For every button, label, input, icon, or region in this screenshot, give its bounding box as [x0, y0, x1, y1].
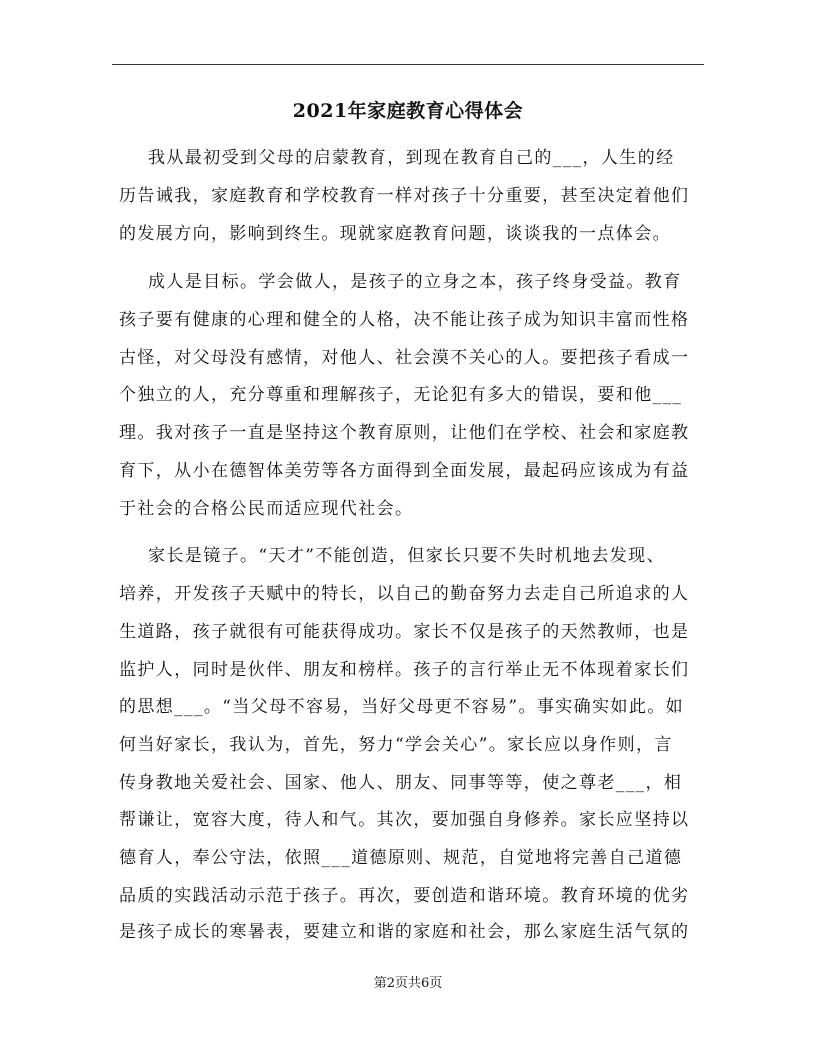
- paragraph-line: 的思想___。“当父母不容易，当好父母更不容易”。事实确实如此。如: [119, 697, 685, 717]
- paragraph-line: 帮谦让，宽容大度，待人和气。其次，要加强自身修养。家长应坚持以: [119, 810, 690, 830]
- document-title: 2021年家庭教育心得体会: [292, 100, 524, 122]
- paragraph-line: 监护人，同时是伙伴、朋友和榜样。孩子的言行举止无不体现着家长们: [119, 660, 690, 680]
- paragraph-line: 古怪，对父母没有感情，对他人、社会漠不关心的人。要把孩子看成一: [119, 348, 690, 368]
- paragraph-line: 孩子要有健康的心理和健全的人格，决不能让孩子成为知识丰富而性格: [119, 310, 690, 330]
- paragraph-line: 成人是目标。学会做人，是孩子的立身之本，孩子终身受益。教育: [148, 272, 682, 292]
- paragraph-line: 生道路，孩子就很有可能获得成功。家长不仅是孩子的天然教师，也是: [119, 622, 690, 642]
- paragraph-line: 的发展方向，影响到终生。现就家庭教育问题，谈谈我的一点体会。: [119, 224, 671, 244]
- paragraph-line: 何当好家长，我认为，首先，努力“学会关心”。家长应以身作则，言: [119, 735, 673, 755]
- paragraph-line: 我从最初受到父母的启蒙教育，到现在教育自己的___，人生的经: [148, 148, 675, 168]
- paragraph-line: 家长是镜子。“天才”不能创造，但家长只要不失时机地去发现、: [148, 546, 665, 566]
- paragraph-line: 传身教地关爱社会、国家、他人、朋友、同事等等，使之尊老___，相: [119, 773, 683, 793]
- paragraph-line: 历告诫我，家庭教育和学校教育一样对孩子十分重要，甚至决定着他们: [119, 186, 690, 206]
- paragraph-line: 品质的实践活动示范于孩子。再次，要创造和谐环境。教育环境的优劣: [119, 886, 690, 906]
- paragraph-line: 德育人，奉公守法，依照___道德原则、规范，自觉地将完善自己道德: [119, 848, 683, 868]
- header-rule: [112, 64, 704, 65]
- paragraph-line: 理。我对孩子一直是坚持这个教育原则，让他们在学校、社会和家庭教: [119, 423, 690, 443]
- paragraph-line: 培养，开发孩子天赋中的特长，以自己的勤奋努力去走自己所追求的人: [119, 584, 690, 604]
- paragraph-line: 是孩子成长的寒暑表，要建立和谐的家庭和社会，那么家庭生活气氛的: [119, 922, 690, 942]
- page-indicator: 第2页共6页: [373, 976, 443, 991]
- paragraph-line: 于社会的合格公民而适应现代社会。: [119, 499, 414, 519]
- paragraph-line: 个独立的人，充分尊重和理解孩子，无论犯有多大的错误，要和他___: [119, 385, 683, 405]
- paragraph-line: 育下，从小在德智体美劳等各方面得到全面发展，最起码应该成为有益: [119, 461, 690, 481]
